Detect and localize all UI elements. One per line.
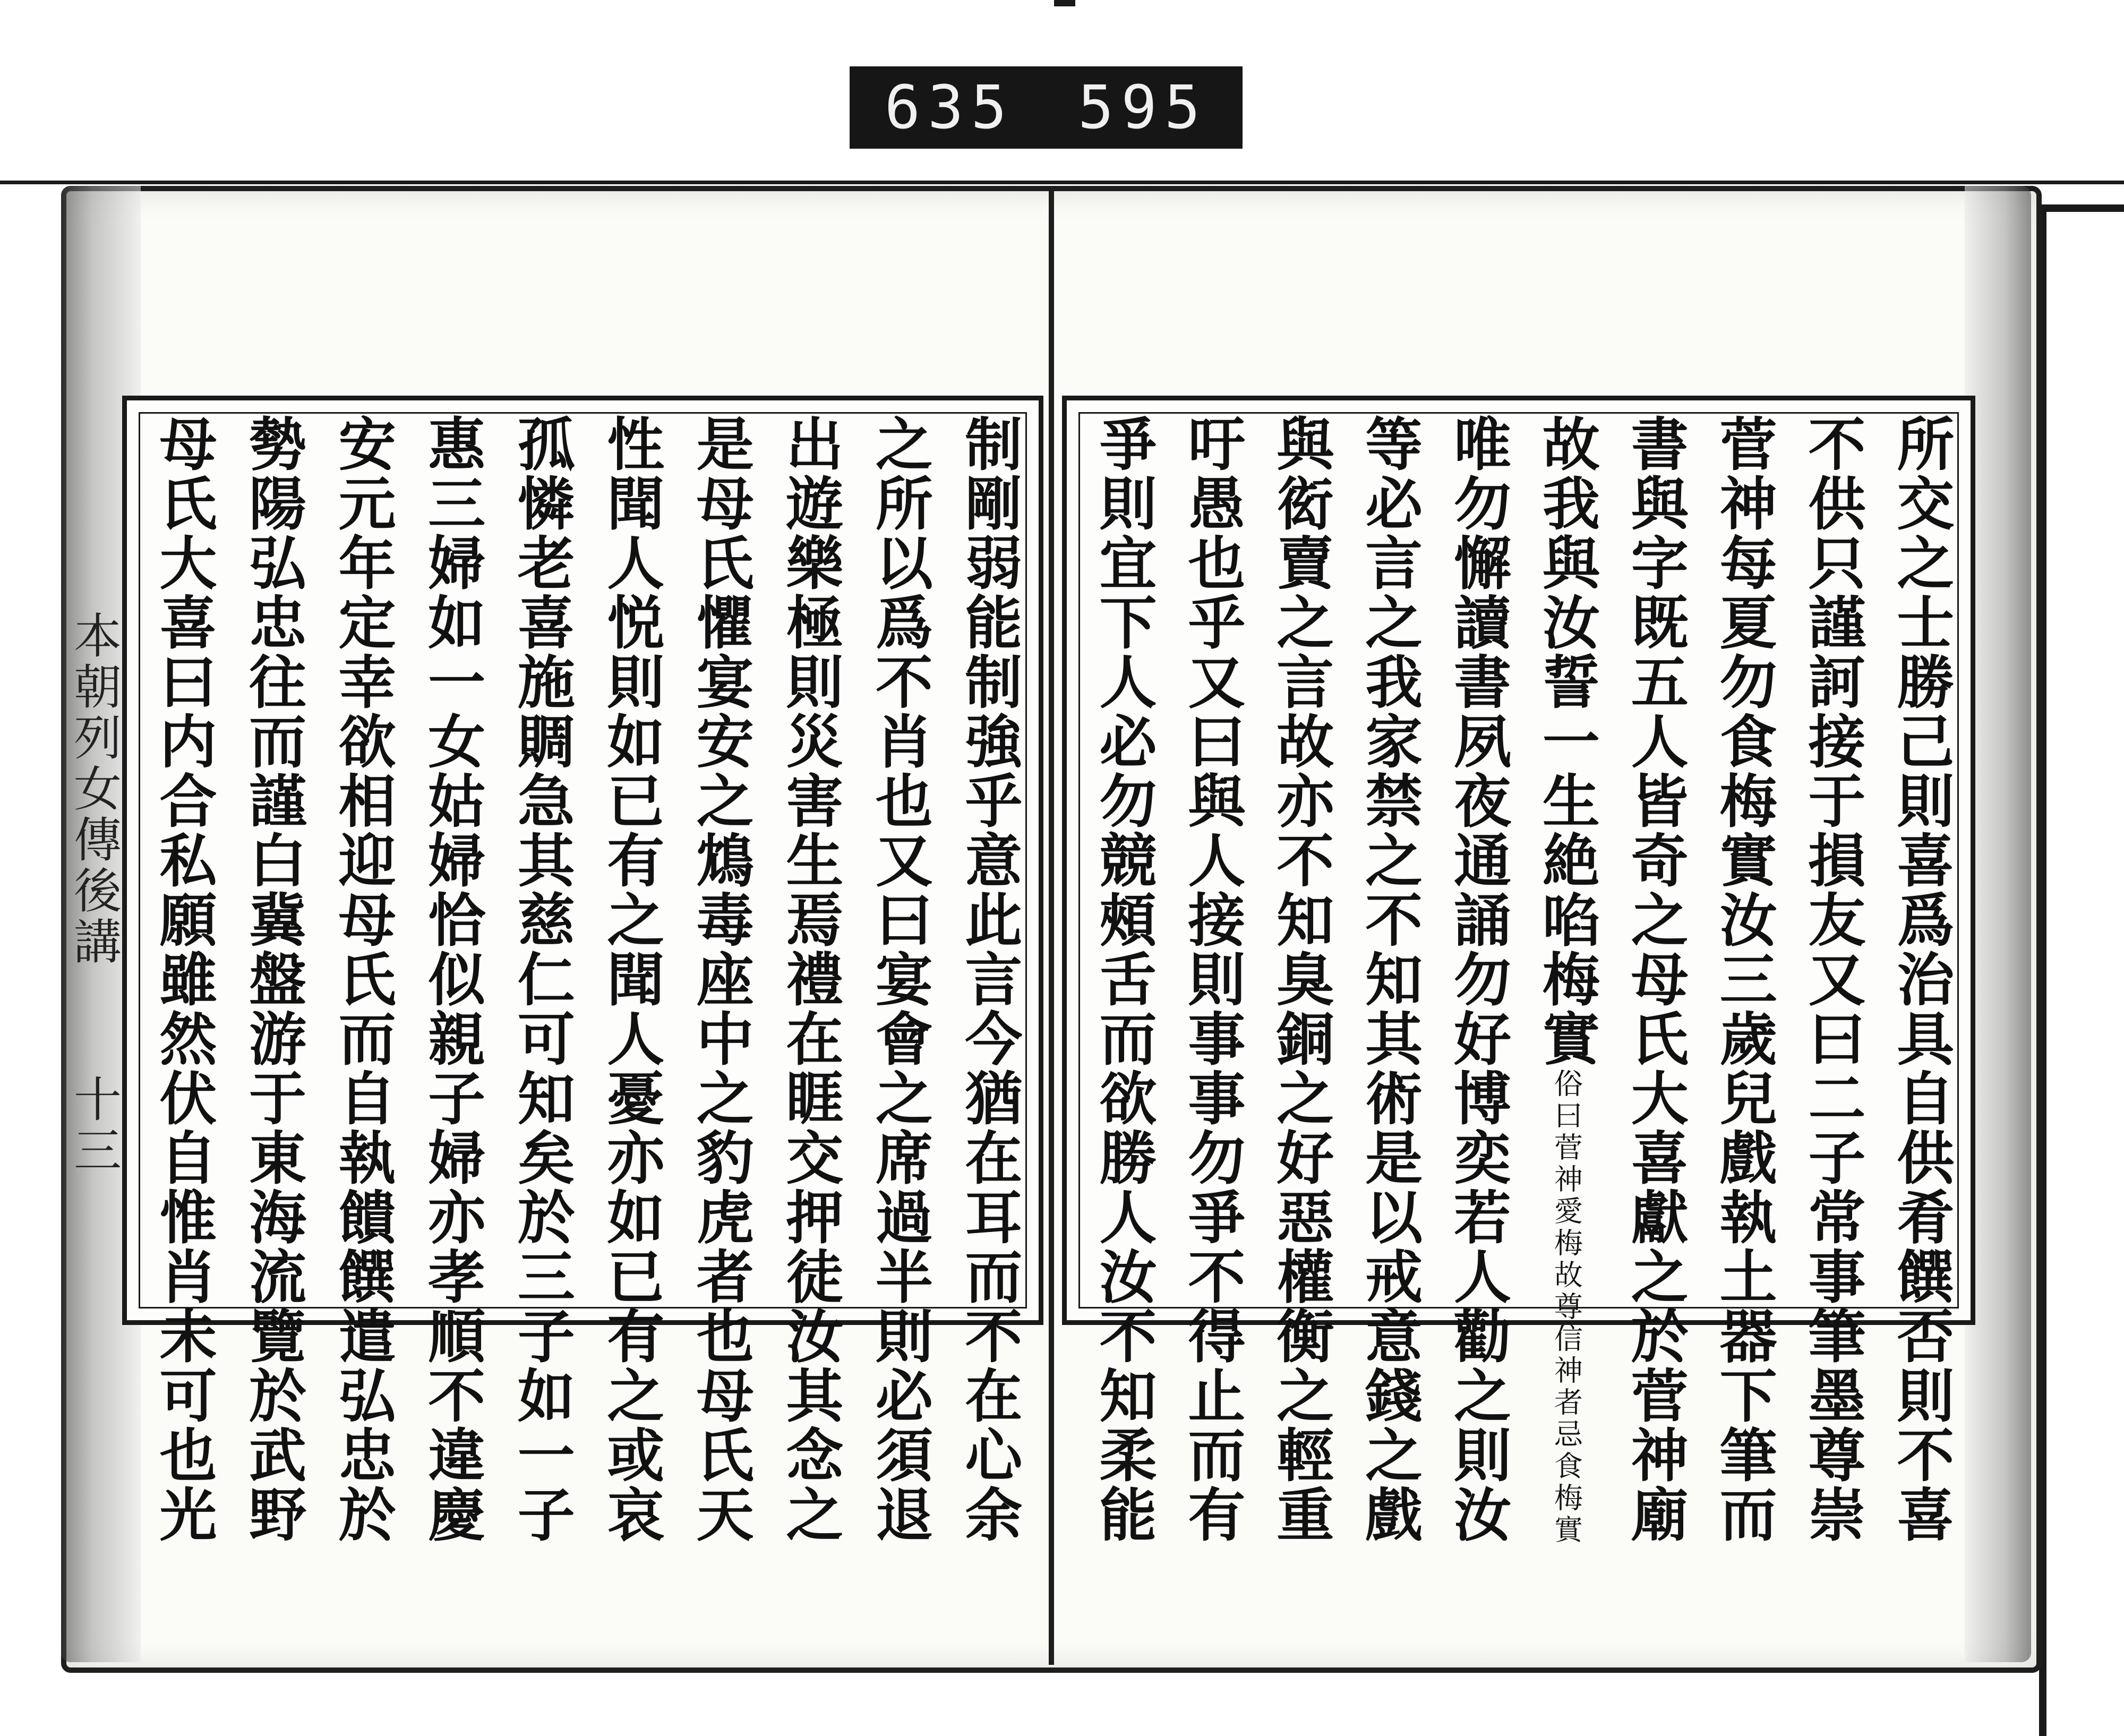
text-column: 所交之士勝己則喜爲治具自供肴饌否則不喜	[1887, 414, 1954, 1544]
text-column: 書與字既五人皆奇之母氏大喜獻之於菅神廟	[1621, 414, 1689, 1544]
text-column: 出遊樂極則災害生焉禮在睚交押徒汝其念之	[776, 414, 843, 1544]
text-column: 等必言之我家禁之不知其術是以戒意錢之戲	[1355, 414, 1423, 1544]
book-spine	[1049, 189, 1054, 1665]
text-column: 母氏大喜曰内合私願雖然伏自惟肖未可也光	[150, 414, 217, 1544]
text-column: 是母氏懼宴安之鴆毒座中之豹虎者也母氏天	[687, 414, 754, 1544]
column-main-text: 故我與汝誓一生絶啗梅實	[1532, 414, 1600, 1068]
text-column: 與衒賣之言故亦不知臭銅之好惡權衡之輕重	[1266, 414, 1334, 1544]
margin-title	[65, 611, 127, 1513]
text-column-with-note	[1531, 414, 1600, 1546]
text-column: 安元年定幸欲相迎母氏而自執饋饌遣弘忠於	[329, 414, 396, 1544]
text-column: 性聞人悦則如已有之聞人憂亦如已有之或哀	[597, 414, 664, 1544]
right-page-columns	[1088, 414, 1954, 1546]
text-column: 不供只謹訶接于損友又曰二子常事筆墨尊崇	[1798, 414, 1865, 1544]
call-number-right: 595	[1078, 73, 1208, 142]
library-stamp	[1290, 191, 1317, 266]
text-column: 吁愚也乎又曰與人接則事事勿爭不得止而有	[1178, 414, 1245, 1544]
right-page-frame	[1062, 396, 1975, 1546]
left-page-columns	[148, 414, 1022, 1544]
call-number-label	[850, 66, 1243, 149]
left-page-frame	[122, 396, 1043, 1544]
margin-page-number: 十三	[65, 1074, 121, 1176]
text-column: 惠三婦如一女姑婦恰似親子婦亦孝順不違慶	[418, 414, 485, 1544]
margin-title-text: 本朝列女傳後講	[65, 611, 121, 968]
top-tab	[1054, 0, 1075, 6]
text-column: 菅神每夏勿食梅實汝三歲兒戲執土器下筆而	[1710, 414, 1777, 1544]
call-number-left: 635	[884, 73, 1014, 142]
right-bar	[2039, 204, 2124, 212]
text-column: 勢陽弘忠往而謹白冀盤游于東海流覽於武野	[239, 414, 306, 1544]
text-column: 爭則宜下人必勿競頰舌而欲勝人汝不知柔能	[1090, 414, 1157, 1544]
text-column: 唯勿懈讀書夙夜通誦勿好博奕若人勸之則汝	[1444, 414, 1511, 1544]
text-column: 孤憐老喜施賙急其慈仁可知矣於三子如一子	[508, 414, 575, 1544]
top-rule	[0, 181, 2124, 184]
interlinear-note: 俗曰菅神愛梅故尊信神者忌食梅實	[1549, 1068, 1583, 1546]
text-column: 之所以爲不肖也又曰宴會之席過半則必須退	[866, 414, 933, 1544]
text-column: 制剛弱能制強乎意此言今猶在耳而不在心余	[955, 414, 1022, 1544]
